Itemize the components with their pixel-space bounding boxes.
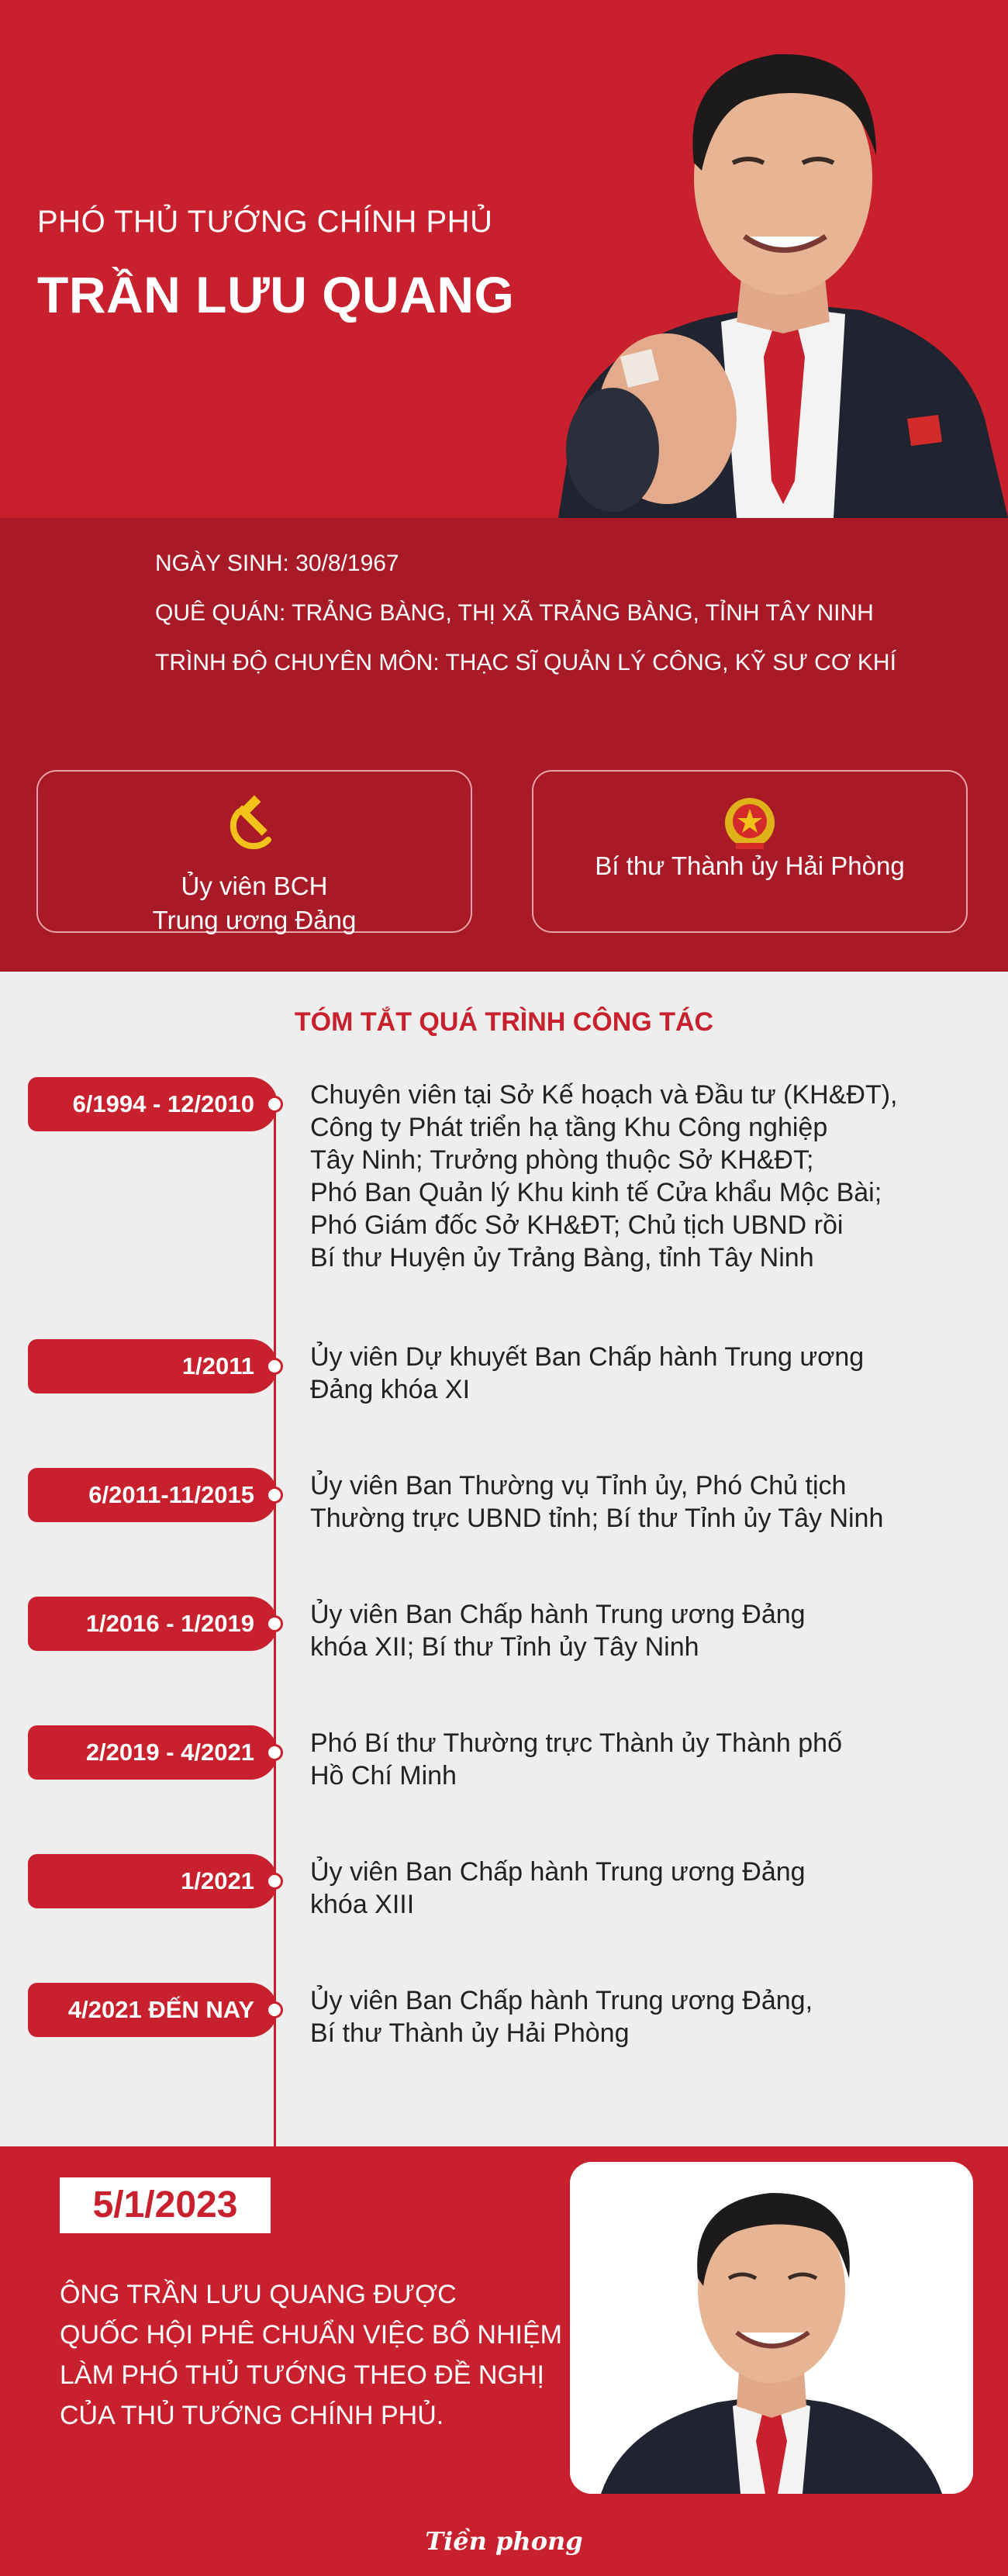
- portrait-photo: [527, 16, 1008, 518]
- description-line: Chuyên viên tại Sở Kế hoạch và Đầu tư (KH&ĐT),: [310, 1080, 898, 1110]
- timeline-description: [310, 1469, 961, 1535]
- description-line: Bí thư Thành ủy Hải Phòng: [310, 2018, 630, 2048]
- description-line: Ủy viên Ban Thường vụ Tỉnh ủy, Phó Chủ tịch: [310, 1471, 847, 1500]
- timeline-description: [310, 1079, 961, 1274]
- appointment-text: [60, 2274, 571, 2436]
- timeline-date: 1/2011: [28, 1339, 278, 1393]
- card-line-1: Bí thư Thành ủy Hải Phòng: [595, 851, 905, 880]
- card-haiphong-secretary: [532, 770, 968, 933]
- description-line: Ủy viên Dự khuyết Ban Chấp hành Trung ương: [310, 1342, 865, 1372]
- portrait-photo-small: [570, 2162, 973, 2494]
- timeline-dot: [266, 1615, 283, 1632]
- appointment-line: CỦA THỦ TƯỚNG CHÍNH PHỦ.: [60, 2401, 444, 2430]
- timeline-description: [310, 1984, 961, 2049]
- appointment-line: QUỐC HỘI PHÊ CHUẨN VIỆC BỔ NHIỆM: [60, 2320, 562, 2350]
- description-line: Phó Ban Quản lý Khu kinh tế Cửa khẩu Mộc Bài;: [310, 1178, 882, 1207]
- birth-date: NGÀY SINH: 30/8/1967: [155, 551, 399, 576]
- person-name: TRẦN LƯU QUANG: [37, 266, 515, 323]
- description-line: Hồ Chí Minh: [310, 1761, 457, 1790]
- timeline-heading: TÓM TẮT QUÁ TRÌNH CÔNG TÁC: [294, 1007, 714, 1037]
- timeline-description: [310, 1727, 961, 1792]
- description-line: Ủy viên Ban Chấp hành Trung ương Đảng: [310, 1857, 806, 1887]
- hometown: QUÊ QUÁN: TRẢNG BÀNG, THỊ XÃ TRẢNG BÀNG, TỈNH TÂY NINH: [155, 600, 874, 626]
- description-line: Thường trực UBND tỉnh; Bí thư Tỉnh ủy Tây Ninh: [310, 1504, 884, 1533]
- description-line: Phó Giám đốc Sở KH&ĐT; Chủ tịch UBND rồi: [310, 1210, 844, 1240]
- description-line: Đảng khóa XI: [310, 1375, 471, 1404]
- timeline-date: 2/2019 - 4/2021: [28, 1725, 278, 1780]
- tienphong-logo: Tiền phong: [425, 2526, 583, 2556]
- personal-info-section: [0, 518, 1008, 972]
- description-line: Tây Ninh; Trưởng phòng thuộc Sở KH&ĐT;: [310, 1145, 814, 1175]
- description-line: Ủy viên Ban Chấp hành Trung ương Đảng: [310, 1600, 806, 1629]
- timeline-date: 1/2021: [28, 1854, 278, 1908]
- card-line-1: Ủy viên BCH: [181, 872, 328, 900]
- description-line: Bí thư Huyện ủy Trảng Bàng, tỉnh Tây Ninh: [310, 1243, 814, 1272]
- timeline-dot: [266, 1096, 283, 1113]
- description-line: Phó Bí thư Thường trực Thành ủy Thành phố: [310, 1728, 842, 1758]
- national-emblem-icon: [720, 795, 779, 854]
- timeline-description: [310, 1341, 961, 1406]
- career-timeline-section: [0, 972, 1008, 2146]
- header-section: [0, 0, 1008, 518]
- timeline-date: 6/2011-11/2015: [28, 1468, 278, 1522]
- card-line-2: Trung ương Đảng: [152, 906, 357, 934]
- position-title: PHÓ THỦ TƯỚNG CHÍNH PHỦ: [37, 205, 493, 239]
- description-line: khóa XIII: [310, 1890, 415, 1919]
- timeline-description: [310, 1598, 961, 1663]
- timeline-dot: [266, 1873, 283, 1890]
- timeline-dot: [266, 1358, 283, 1375]
- description-line: khóa XII; Bí thư Tỉnh ủy Tây Ninh: [310, 1632, 699, 1662]
- description-line: Ủy viên Ban Chấp hành Trung ương Đảng,: [310, 1986, 813, 2015]
- appointment-section: [0, 2146, 1008, 2576]
- hammer-sickle-icon: [225, 795, 284, 854]
- appointment-date: 5/1/2023: [60, 2177, 271, 2233]
- description-line: Công ty Phát triển hạ tầng Khu Công nghiệp: [310, 1113, 828, 1142]
- timeline-date: 1/2016 - 1/2019: [28, 1597, 278, 1651]
- card-party-central-committee: [36, 770, 472, 933]
- timeline-description: [310, 1856, 961, 1921]
- timeline-dot: [266, 1744, 283, 1761]
- timeline-dot: [266, 1487, 283, 1504]
- education: TRÌNH ĐỘ CHUYÊN MÔN: THẠC SĨ QUẢN LÝ CÔNG, KỸ SƯ CƠ KHÍ: [155, 650, 896, 675]
- timeline-date: 6/1994 - 12/2010: [28, 1077, 278, 1131]
- appointment-line: LÀM PHÓ THỦ TƯỚNG THEO ĐỀ NGHỊ: [60, 2360, 544, 2390]
- timeline-date: 4/2021 ĐẾN NAY: [28, 1983, 278, 2037]
- timeline-dot: [266, 2001, 283, 2018]
- appointment-line: ÔNG TRẦN LƯU QUANG ĐƯỢC: [60, 2280, 457, 2309]
